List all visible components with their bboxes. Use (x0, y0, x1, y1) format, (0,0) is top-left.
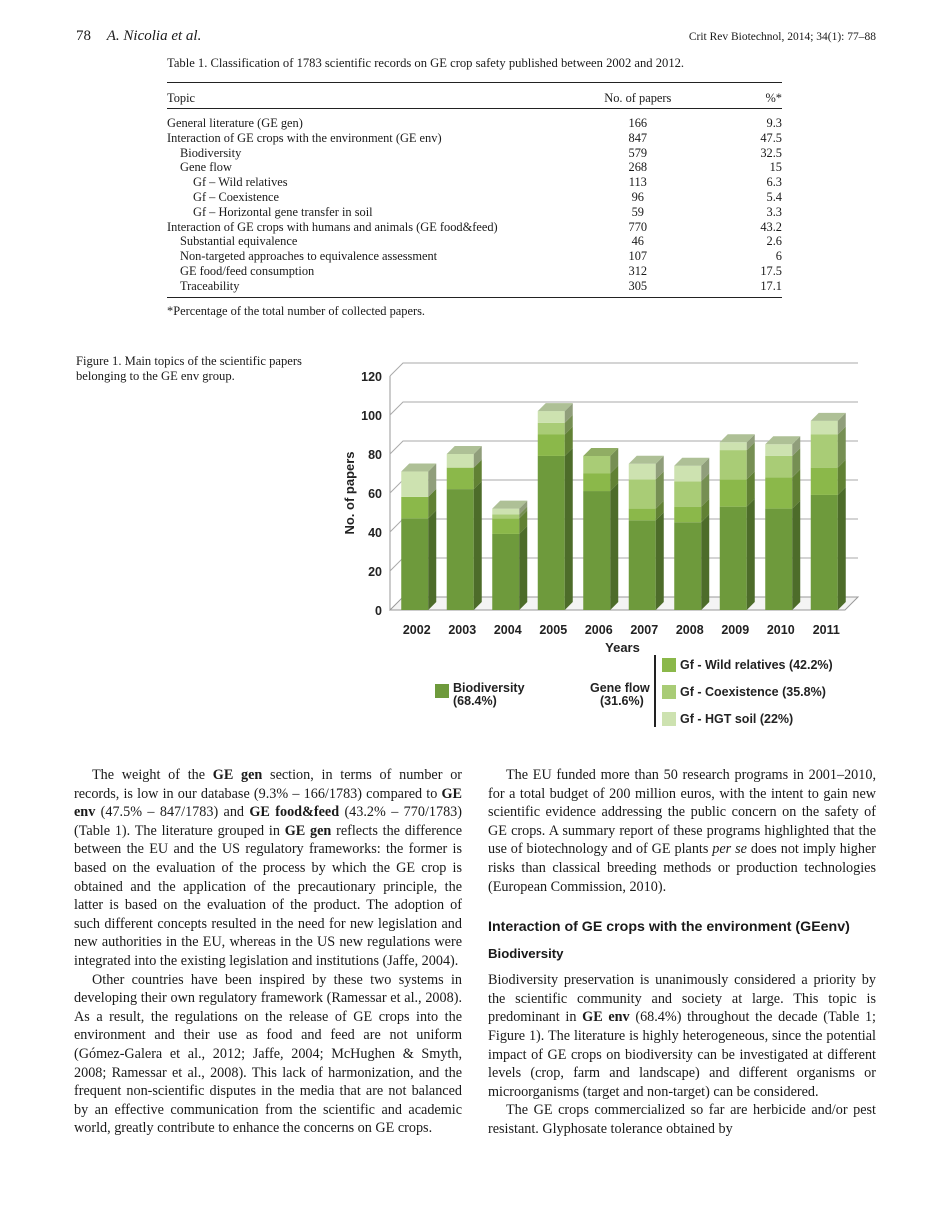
bar-segment (401, 497, 428, 518)
section-heading: Interaction of GE crops with the environment (GEenv) (488, 919, 850, 936)
x-tick-label: 2008 (675, 623, 704, 637)
bar-segment (447, 454, 474, 468)
table-row (167, 160, 782, 175)
left-paragraph-1: The weight of the GE gen section, in terms of number or records, is low in our database (9.3% – 166/1783) compared to GE env (47.5% – 847/1783) and GE food&feed (43.2% – 770/1783) (Table 1). The literature grouped in GE gen reflects the difference between the EU and the US regulatory frameworks: the former is based on the evaluation of the process by which the GE crop is obtained and the application of the precautionary principle, the latter is based on the evaluation of the product. The adoption of such different concepts resulted in the need for new legislation and new authorities in the EU, whereas in the US new regulations were integrated into the existing legislation and institutions (Jaffe, 2004). (74, 767, 463, 969)
x-tick-label: 2006 (584, 623, 613, 637)
bar-segment (811, 468, 838, 495)
bar-segment-side (656, 512, 664, 610)
bar-segment (492, 514, 519, 518)
bar-segment-side (519, 526, 527, 610)
legend-group-label: Gene flow (590, 681, 650, 695)
table-cell-percent: 5.4 (766, 189, 782, 204)
table-cell-topic: Gf – Horizontal gene transfer in soil (193, 204, 373, 219)
table-row (167, 146, 782, 161)
bar-segment (765, 456, 792, 477)
bar-segment-side (474, 481, 482, 610)
table-cell-topic: Biodiversity (180, 145, 242, 160)
bar-segment (447, 468, 474, 489)
table-row (167, 109, 782, 131)
bar-segment (674, 522, 701, 610)
x-tick-label: 2002 (402, 623, 431, 637)
stacked-bar-chart (330, 345, 870, 735)
table-cell-percent: 6.3 (766, 175, 782, 190)
table-cell-percent: 9.3 (766, 116, 782, 130)
table-row (167, 249, 782, 264)
table-row (167, 279, 782, 297)
bar-segment (720, 507, 747, 610)
table-footnote: *Percentage of the total number of collected papers. (167, 304, 426, 318)
bar-segment (811, 421, 838, 435)
bar-segment-side (610, 483, 618, 610)
bar-segment (629, 464, 656, 480)
bar-segment-side (428, 510, 436, 610)
bar-segment (538, 435, 565, 456)
table-header-percent: %* (710, 83, 782, 109)
bar-segment-side (701, 514, 709, 610)
y-tick-label: 0 (375, 604, 382, 618)
table-row (167, 131, 782, 146)
table-cell-topic: Interaction of GE crops with humans and animals (GE food&feed) (167, 219, 498, 234)
table-cell-percent: 3.3 (766, 204, 782, 219)
legend-group-percent: (31.6%) (600, 694, 644, 708)
x-tick-label: 2010 (766, 623, 795, 637)
x-tick-label: 2003 (448, 623, 477, 637)
table-row (167, 220, 782, 235)
bar-segment (765, 509, 792, 610)
legend-label: Gf - Wild relatives (42.2%) (680, 658, 833, 672)
bar-segment (492, 518, 519, 534)
bar-segment (492, 509, 519, 515)
figure-caption: Figure 1. Main topics of the scientific papers belonging to the GE env group. (76, 354, 302, 383)
table-cell-topic: Non-targeted approaches to equivalence assessment (180, 249, 438, 264)
table-row (167, 175, 782, 190)
bar-segment (583, 491, 610, 610)
table-cell-percent: 2.6 (766, 234, 782, 249)
table-cell-papers: 268 (628, 160, 648, 175)
table-cell-papers: 312 (628, 263, 648, 278)
y-tick-label: 80 (368, 448, 382, 462)
table-cell-papers: 46 (631, 234, 644, 249)
table-cell-percent: 32.5 (760, 145, 782, 160)
y-tick-label: 100 (361, 409, 382, 423)
table-cell-topic: Interaction of GE crops with the environment (GE env) (167, 130, 442, 145)
bar-segment (811, 435, 838, 468)
bar-segment (629, 520, 656, 610)
x-tick-label: 2004 (493, 623, 522, 637)
y-tick-label: 40 (368, 526, 382, 540)
table-cell-papers: 770 (628, 219, 648, 234)
bar-segment (720, 479, 747, 506)
x-tick-label: 2005 (539, 623, 568, 637)
legend-label: Biodiversity (68.4%) (453, 681, 525, 708)
subsection-heading: Biodiversity (488, 946, 564, 962)
bar-segment (583, 474, 610, 492)
table-cell-percent: 17.5 (760, 263, 782, 278)
bar-segment-side (565, 448, 573, 610)
x-tick-label: 2009 (721, 623, 750, 637)
running-header (76, 28, 201, 45)
table-cell-percent: 43.2 (760, 219, 782, 234)
legend-swatch (662, 658, 676, 672)
bar-segment (447, 489, 474, 610)
journal-citation: Crit Rev Biotechnol, 2014; 34(1): 77–88 (688, 31, 876, 43)
bar-segment (674, 466, 701, 482)
bar-segment (629, 509, 656, 521)
x-axis-label: Years (605, 640, 640, 655)
bar-segment (492, 534, 519, 610)
bar-segment (811, 495, 838, 610)
bar-segment (720, 442, 747, 450)
classification-table (167, 82, 782, 298)
table-cell-percent: 17.1 (710, 279, 782, 297)
bar-segment (583, 456, 610, 474)
bar-segment (538, 411, 565, 423)
table-cell-papers: 166 (628, 116, 648, 130)
right-paragraph-3: The GE crops commercialized so far are herbicide and/or pest resistant. Glyphosate tolerance obtained by (488, 1102, 876, 1137)
legend-label: Gf - Coexistence (35.8%) (680, 685, 826, 699)
table-row (167, 264, 782, 279)
table-header-topic: Topic (167, 83, 566, 109)
bar-segment-side (838, 487, 846, 610)
table-cell-topic: Traceability (167, 279, 566, 297)
table-cell-papers: 96 (631, 189, 644, 204)
bar-segment (538, 456, 565, 610)
bar-segment (674, 481, 701, 506)
legend-swatch (435, 684, 449, 698)
table-caption: Table 1. Classification of 1783 scientific records on GE crop safety published between 2002 and 2012. (167, 56, 685, 70)
table-cell-papers: 107 (628, 249, 648, 264)
legend-label: Gf - HGT soil (22%) (680, 712, 794, 726)
table-cell-topic: Gf – Wild relatives (193, 175, 288, 190)
bar-segment-side (792, 501, 800, 610)
legend-swatch (662, 712, 676, 726)
x-tick-label: 2007 (630, 623, 659, 637)
bar-segment (401, 518, 428, 610)
table-cell-percent: 15 (769, 160, 782, 175)
x-tick-label: 2011 (812, 623, 840, 637)
y-tick-label: 60 (368, 487, 382, 501)
page-number: 78 (76, 28, 91, 44)
table-cell-percent: 6 (775, 249, 782, 264)
table-cell-topic: Substantial equivalence (180, 234, 298, 249)
table-cell-topic: Gf – Coexistence (193, 189, 280, 204)
bar-segment-side (747, 499, 755, 610)
table-cell-papers: 305 (566, 279, 710, 297)
left-column (74, 766, 462, 1138)
right-column (488, 766, 876, 1139)
table-cell-topic: GE food/feed consumption (180, 263, 315, 278)
table-row (167, 190, 782, 205)
table-cell-papers: 579 (628, 145, 648, 160)
y-axis-label: No. of papers (342, 451, 357, 535)
bar-segment (674, 507, 701, 523)
table-cell-papers: 113 (628, 175, 647, 190)
table-row (167, 234, 782, 249)
bar-segment (401, 472, 428, 497)
right-paragraph-1: The EU funded more than 50 research programs in 2001–2010, for a total budget of 200 million euros, with the intent to gain new scientific evidence addressing the public concern on the safety of GE crops. A summary report of these programs highlighted that the use of biotechnology and of GE plants per se does not imply higher risks than classical breeding methods or production technologies (European Commission, 2010). (488, 767, 876, 895)
table-header-papers: No. of papers (566, 83, 710, 109)
bar-segment (538, 423, 565, 435)
y-tick-label: 120 (361, 370, 382, 384)
table-row (167, 205, 782, 220)
table-cell-papers: 59 (631, 204, 644, 219)
bar-segment (720, 450, 747, 479)
table-cell-papers: 847 (628, 130, 648, 145)
bar-segment (765, 477, 792, 508)
table-cell-topic: General literature (GE gen) (167, 116, 303, 130)
table-cell-percent: 47.5 (760, 130, 782, 145)
left-paragraph-2: Other countries have been inspired by these two systems in developing their own regulatory framework (Ramessar et al., 2008). As a result, the regulations on the release of GE crops into the environment and their use as food and feed are not uniform (Gómez-Galera et al., 2012; Jaffe, 2004; McHughen & Smyth, 2008; Ramessar et al., 2008). This lack of harmonization, and the frequent non-scientific disputes in the media that are not balanced by an effective communication from the scientific and academic world, greatly contribute to enhance the concerns on GE crops. (74, 971, 462, 1137)
legend-swatch (662, 685, 676, 699)
bar-segment (765, 444, 792, 456)
right-paragraph-2: Biodiversity preservation is unanimously considered a priority by the scientific community and society at large. This topic is predominant in GE env (68.4%) throughout the decade (Table 1; Figure 1). The literature is highly heterogeneous, since the potential impact of GE crops on biodiversity can be investigated at different levels (crop, farm and landscape) and different organisms or microorganisms (target and non-target) can be considered. (488, 972, 876, 1100)
y-tick-label: 20 (368, 565, 382, 579)
table-cell-topic: Gene flow (180, 160, 232, 175)
authors: A. Nicolia et al. (106, 28, 202, 44)
bar-segment (629, 479, 656, 508)
